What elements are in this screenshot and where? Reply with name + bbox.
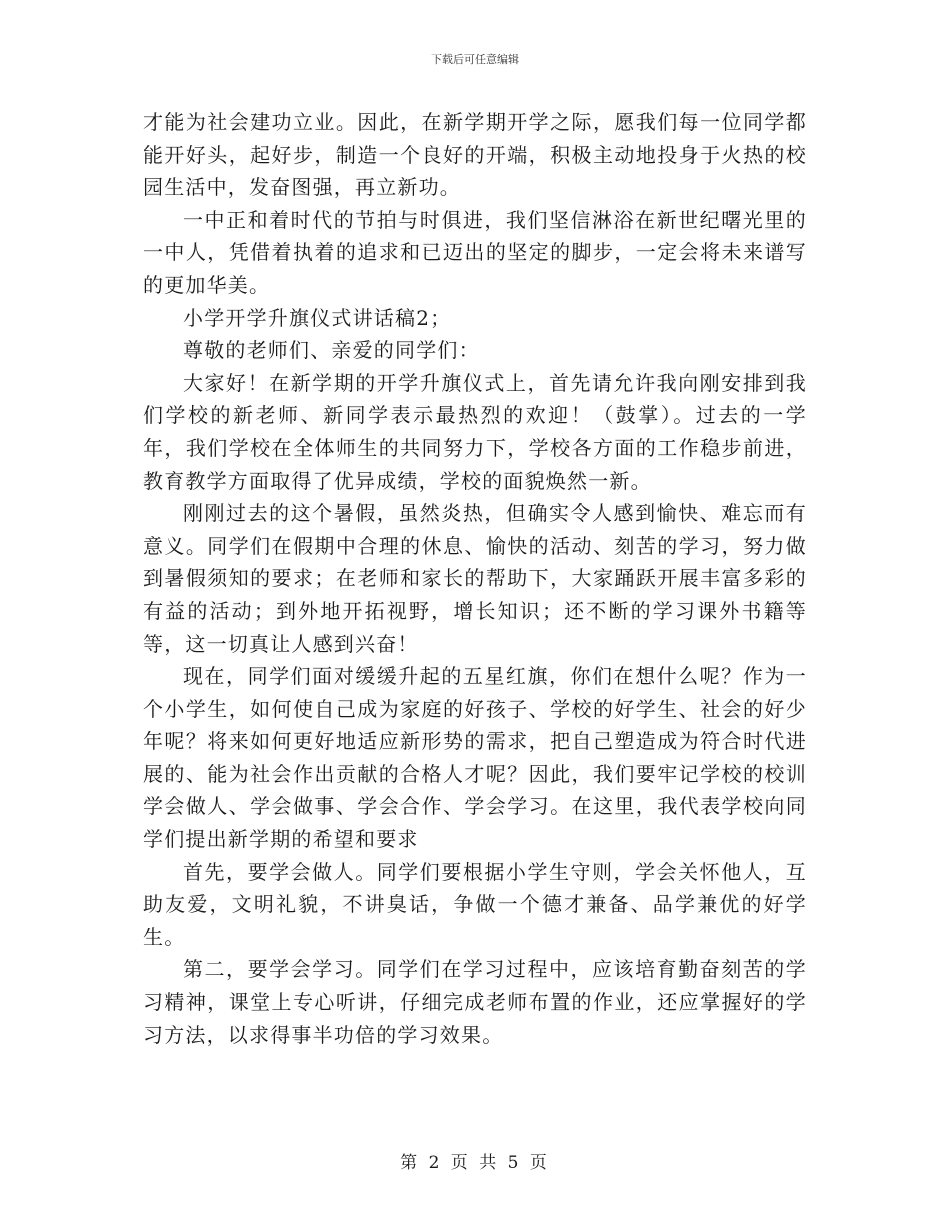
paragraph: 第二，要学会学习。同学们在学习过程中，应该培育勤奋刻苦的学习精神，课堂上专心听讲，仔细完成老师布置的作业，还应掌握好的学习方法，以求得事半功倍的学习效果。 [143, 957, 807, 1047]
salutation: 尊敬的老师们、亲爱的同学们： [183, 338, 480, 363]
paragraph-continuation: 才能为社会建功立业。因此，在新学期开学之际，愿我们每一位同学都能开好头，起好步，制造一个良好的开端，积极主动地投身于火热的校园生活中，发奋图强，再立新功。 [143, 110, 807, 200]
paragraph: 首先，要学会做人。同学们要根据小学生守则，学会关怀他人，互助友爱，文明礼貌，不讲臭话，争做一个德才兼备、品学兼优的好学生。 [143, 859, 807, 949]
page-header-note: 下载后可任意编辑 [431, 53, 519, 66]
paragraph: 刚刚过去的这个暑假，虽然炎热，但确实令人感到愉快、难忘而有意义。同学们在假期中合理的休息、愉快的活动、刻苦的学习，努力做到暑假须知的要求；在老师和家长的帮助下，大家踊跃开展丰富多彩的有益的活动；到外地开拓视野，增长知识；还不断的学习课外书籍等等，这一切真让人感到兴奋！ [143, 501, 807, 656]
document-body [143, 106, 807, 1051]
paragraph: 大家好！在新学期的开学升旗仪式上，首先请允许我向刚安排到我们学校的新老师、新同学表示最热烈的欢迎！（鼓掌）。过去的一学年，我们学校在全体师生的共同努力下，学校各方面的工作稳步前进，教育教学方面取得了优异成绩，学校的面貌焕然一新。 [143, 370, 807, 493]
section-title: 小学开学升旗仪式讲话稿2； [183, 305, 452, 330]
paragraph: 现在，同学们面对缓缓升起的五星红旗，你们在想什么呢？作为一个小学生，如何使自己成为家庭的好孩子、学校的好学生、社会的好少年呢？将来如何更好地适应新形势的需求，把自己塑造成为符合时代进展的、能为社会作出贡献的合格人才呢？因此，我们要牢记学校的校训学会做人、学会做事、学会合作、学会学习。在这里，我代表学校向同学们提出新学期的希望和要求 [143, 664, 807, 852]
paragraph: 一中正和着时代的节拍与时俱进，我们坚信淋浴在新世纪曙光里的一中人，凭借着执着的追求和已迈出的坚定的脚步，一定会将未来谱写的更加华美。 [143, 207, 807, 297]
page-number: 第 2 页 共 5 页 [400, 1153, 550, 1173]
